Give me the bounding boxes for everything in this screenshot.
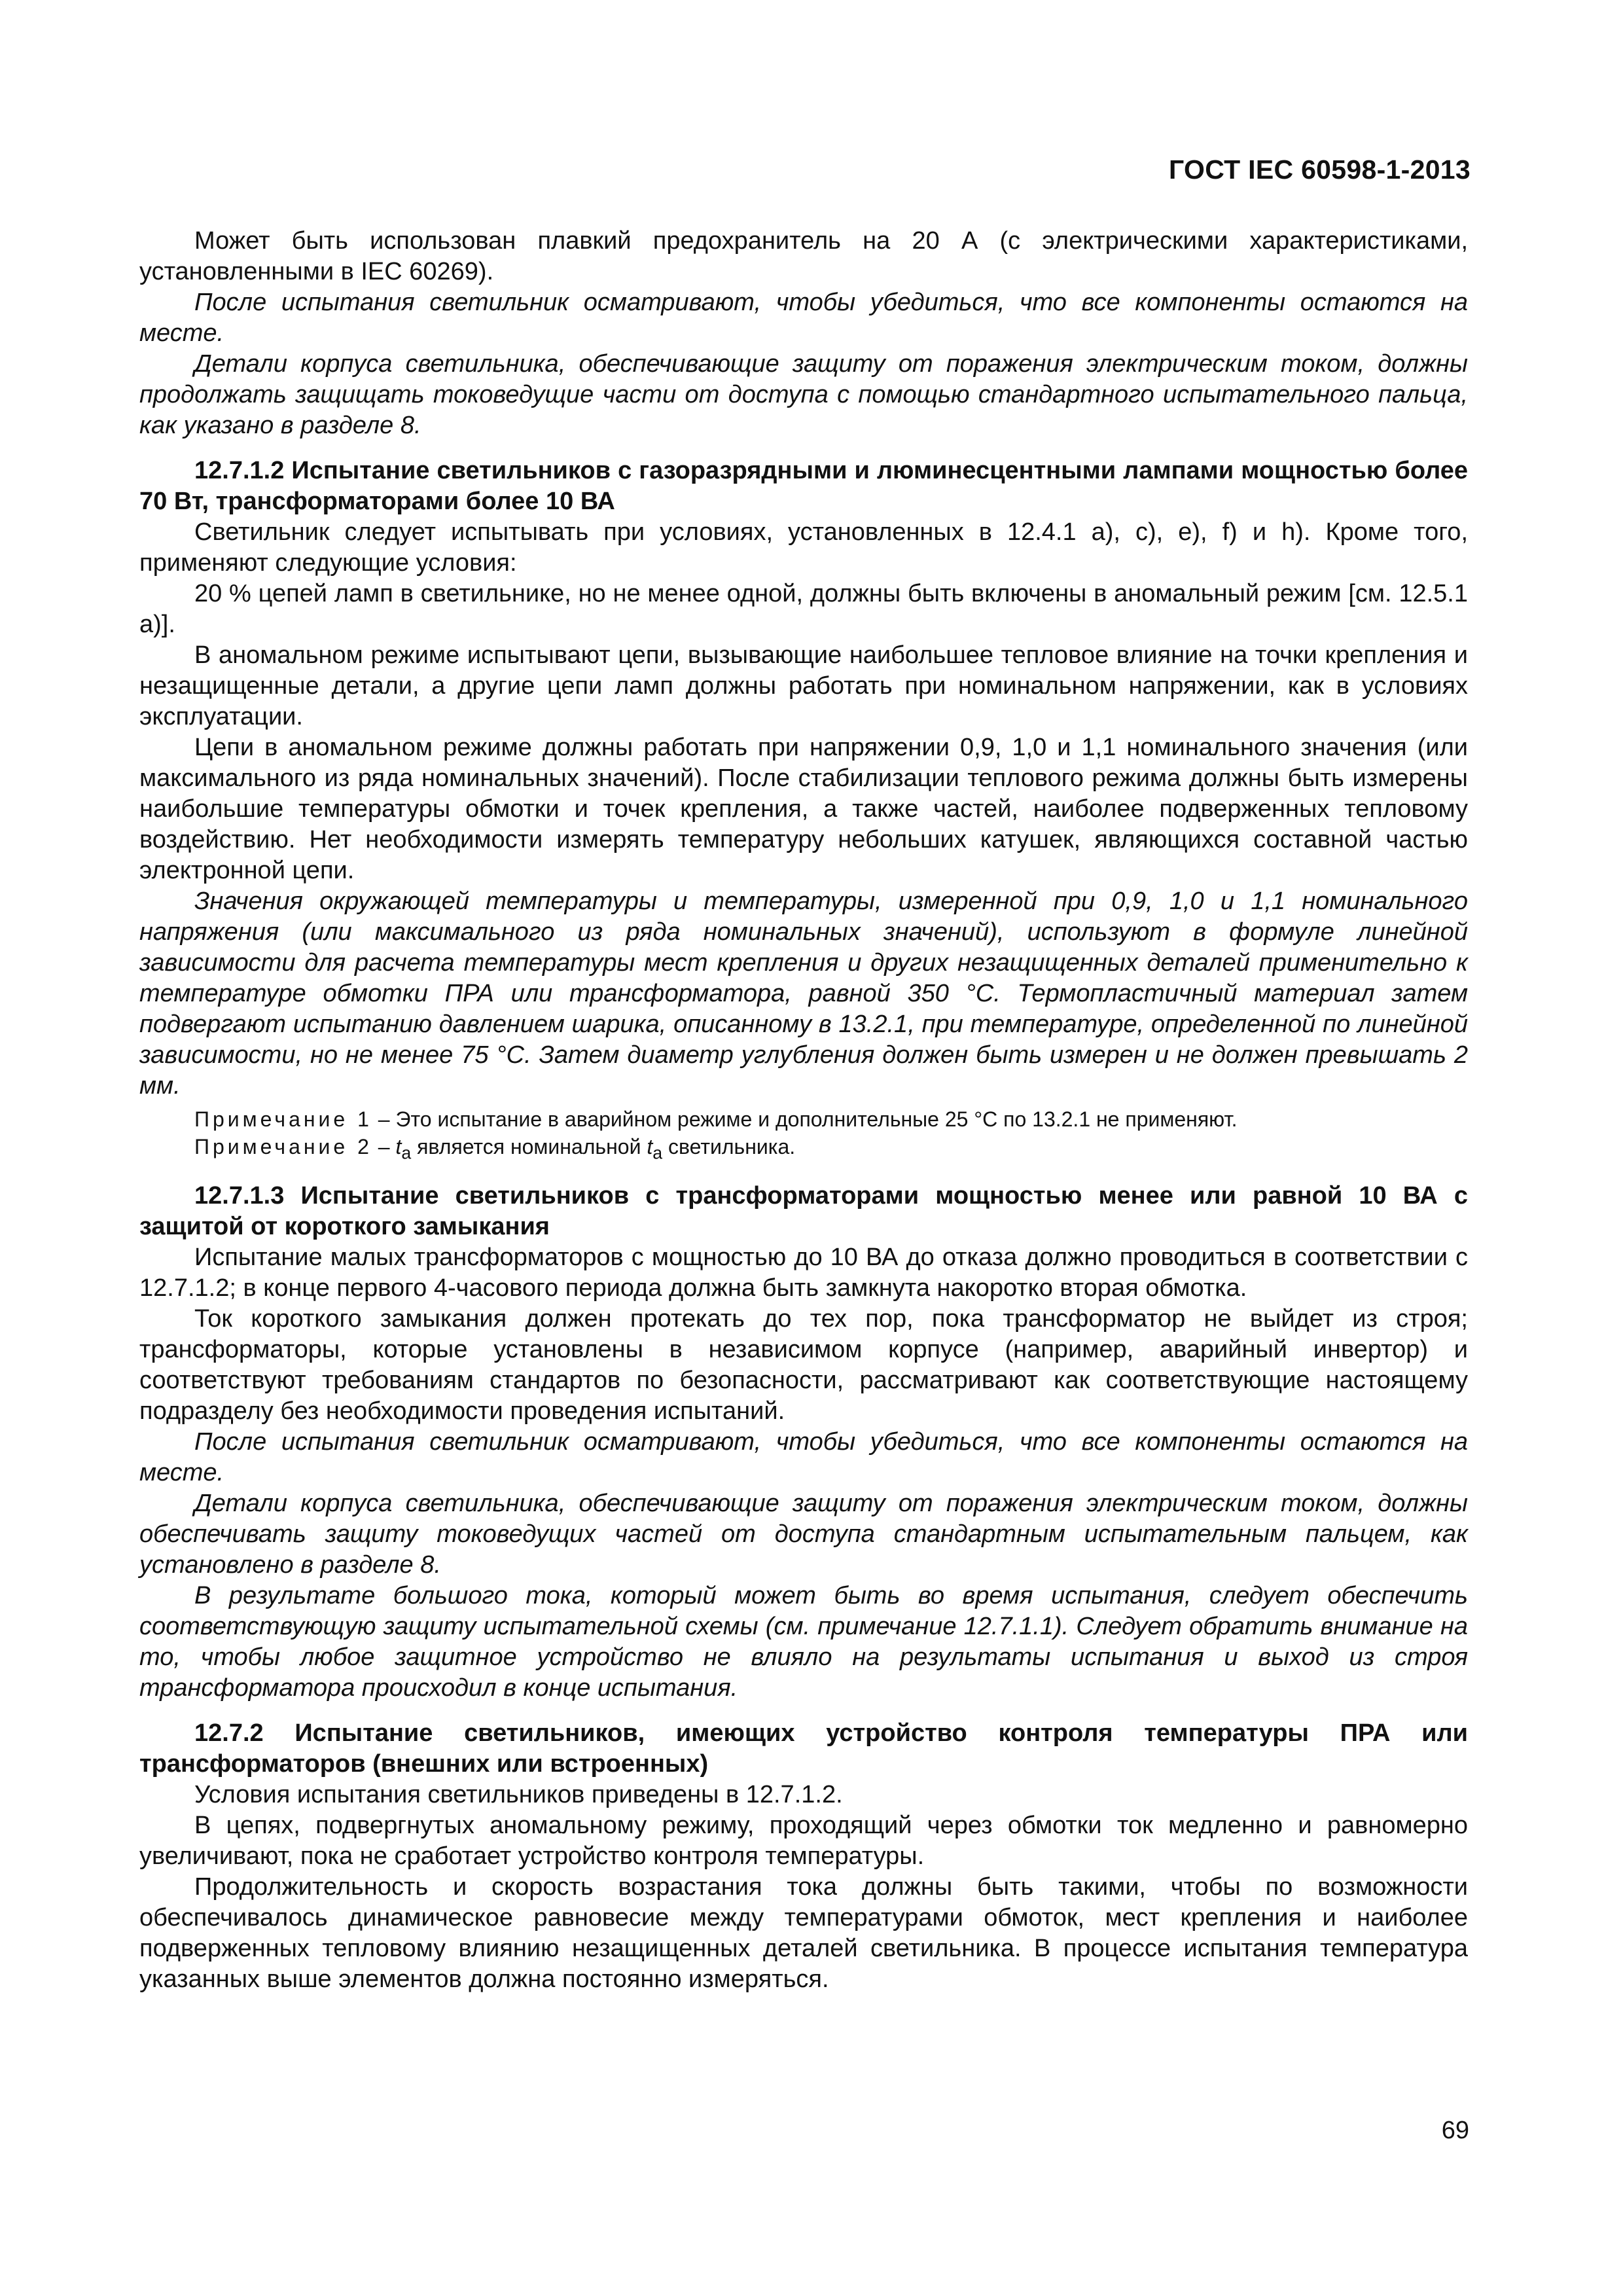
page-content bbox=[139, 226, 1468, 1995]
page-number: 69 bbox=[1441, 2117, 1469, 2144]
note-subscript: a bbox=[401, 1143, 412, 1163]
document-header: ГОСТ IEC 60598-1-2013 bbox=[1169, 154, 1471, 185]
paragraph: После испытания светильник осматривают, чтобы убедиться, что все компоненты остаются на месте. bbox=[139, 1428, 1468, 1487]
note-text: – Это испытание в аварийном режиме и дополнительные 25 °С по 13.2.1 не применяют. bbox=[372, 1107, 1238, 1131]
note-label: Примечание 2 bbox=[194, 1135, 372, 1158]
note-variable: t bbox=[647, 1135, 653, 1158]
section-heading: 12.7.1.3 Испытание светильников с трансформаторами мощностью менее или равной 10 ВА с защитой от короткого замыкания bbox=[139, 1182, 1468, 1241]
note-variable: t bbox=[395, 1135, 402, 1158]
note-text: является номинальной bbox=[411, 1135, 647, 1158]
paragraph: Условия испытания светильников приведены в 12.7.1.2. bbox=[194, 1781, 843, 1809]
note bbox=[139, 1133, 1468, 1166]
paragraph: Продолжительность и скорость возрастания тока должны быть такими, чтобы по возможности обеспечивалось динамическое равновесие между температурами обмоток, мест крепления и наиболее подверженных тепловому влиянию незащищенных деталей светильника. В процессе испытания температура указанных выше элементов должна постоянно измеряться. bbox=[139, 1873, 1468, 1994]
paragraph: В аномальном режиме испытывают цепи, вызывающие наибольшее тепловое влияние на точки крепления и незащищенные детали, а другие цепи ламп должны работать при номинальном напряжении, как в условиях эксплуатации. bbox=[139, 641, 1468, 730]
note-text: светильника. bbox=[662, 1135, 796, 1158]
paragraph: Испытание малых трансформаторов с мощностью до 10 ВА до отказа должно проводиться в соответствии с 12.7.1.2; в конце первого 4-часового периода должна быть замкнута накоротко вторая обмотка. bbox=[139, 1244, 1468, 1302]
paragraph: Детали корпуса светильника, обеспечивающие защиту от поражения электрическим током, должны продолжать защищать токоведущие части от доступа с помощью стандартного испытательного пальца, как указано в разделе 8. bbox=[139, 350, 1468, 439]
paragraph: Значения окружающей температуры и температуры, измеренной при 0,9, 1,0 и 1,1 номинального напряжения (или максимального из ряда номинальных значений), используют в формуле линейной зависимости для расчета температуры мест крепления и других незащищенных деталей применительно к температуре обмотки ПРА или трансформатора, равной 350 °С. Термопластичный материал затем подвергают испытанию давлением шарика, описанному в 13.2.1, при температуре, определенной по линейной зависимости, но не менее 75 °С. Затем диаметр углубления должен быть измерен и не должен превышать 2 мм. bbox=[139, 888, 1468, 1100]
paragraph: Ток короткого замыкания должен протекать до тех пор, пока трансформатор не выйдет из строя; трансформаторы, которые установлены в независимом корпусе (например, аварийный инвертор) и соответствуют требованиям стандартов по безопасности, рассматривают как соответствующие настоящему подразделу без необходимости проведения испытаний. bbox=[139, 1305, 1468, 1426]
paragraph: В результате большого тока, который может быть во время испытания, следует обеспечить соответствующую защиту испытательной схемы (см. примечание 12.7.1.1). Следует обратить внимание на то, чтобы любое защитное устройство не влияло на результаты испытания и выход из строя трансформатора происходил в конце испытания. bbox=[139, 1582, 1468, 1702]
paragraph: Детали корпуса светильника, обеспечивающие защиту от поражения электрическим током, должны обеспечивать защиту токоведущих частей от доступа стандартным испытательным пальцем, как установлено в разделе 8. bbox=[139, 1490, 1468, 1579]
note-label: Примечание 1 bbox=[194, 1107, 372, 1131]
paragraph: После испытания светильник осматривают, чтобы убедиться, что все компоненты остаются на месте. bbox=[139, 289, 1468, 347]
paragraph: 20 % цепей ламп в светильнике, но не менее одной, должны быть включены в аномальный режим [см. 12.5.1 а)]. bbox=[139, 580, 1468, 638]
paragraph: В цепях, подвергнутых аномальному режиму, проходящий через обмотки ток медленно и равномерно увеличивают, пока не сработает устройство контроля температуры. bbox=[139, 1812, 1468, 1871]
note bbox=[139, 1105, 1468, 1133]
note-subscript: a bbox=[652, 1143, 663, 1163]
section-heading: 12.7.1.2 Испытание светильников с газоразрядными и люминесцентными лампами мощностью более 70 Вт, трансформаторами более 10 ВА bbox=[139, 457, 1468, 515]
paragraph: Светильник следует испытывать при условиях, установленных в 12.4.1 а), с), е), f) и h). Кроме того, применяют следующие условия: bbox=[139, 518, 1468, 577]
paragraph: Цепи в аномальном режиме должны работать при напряжении 0,9, 1,0 и 1,1 номинального значения (или максимального из ряда номинальных значений). После стабилизации теплового режима должны быть измерены наибольшие температуры обмотки и точек крепления, а также частей, наиболее подверженных тепловому воздействию. Нет необходимости измерять температуру небольших катушек, являющихся составной частью электронной цепи. bbox=[139, 734, 1468, 884]
paragraph: Может быть использован плавкий предохранитель на 20 А (с электрическими характеристиками, установленными в IEC 60269). bbox=[139, 227, 1468, 285]
section-heading: 12.7.2 Испытание светильников, имеющих устройство контроля температуры ПРА или трансформаторов (внешних или встроенных) bbox=[139, 1719, 1468, 1778]
note-text: – bbox=[372, 1135, 396, 1158]
